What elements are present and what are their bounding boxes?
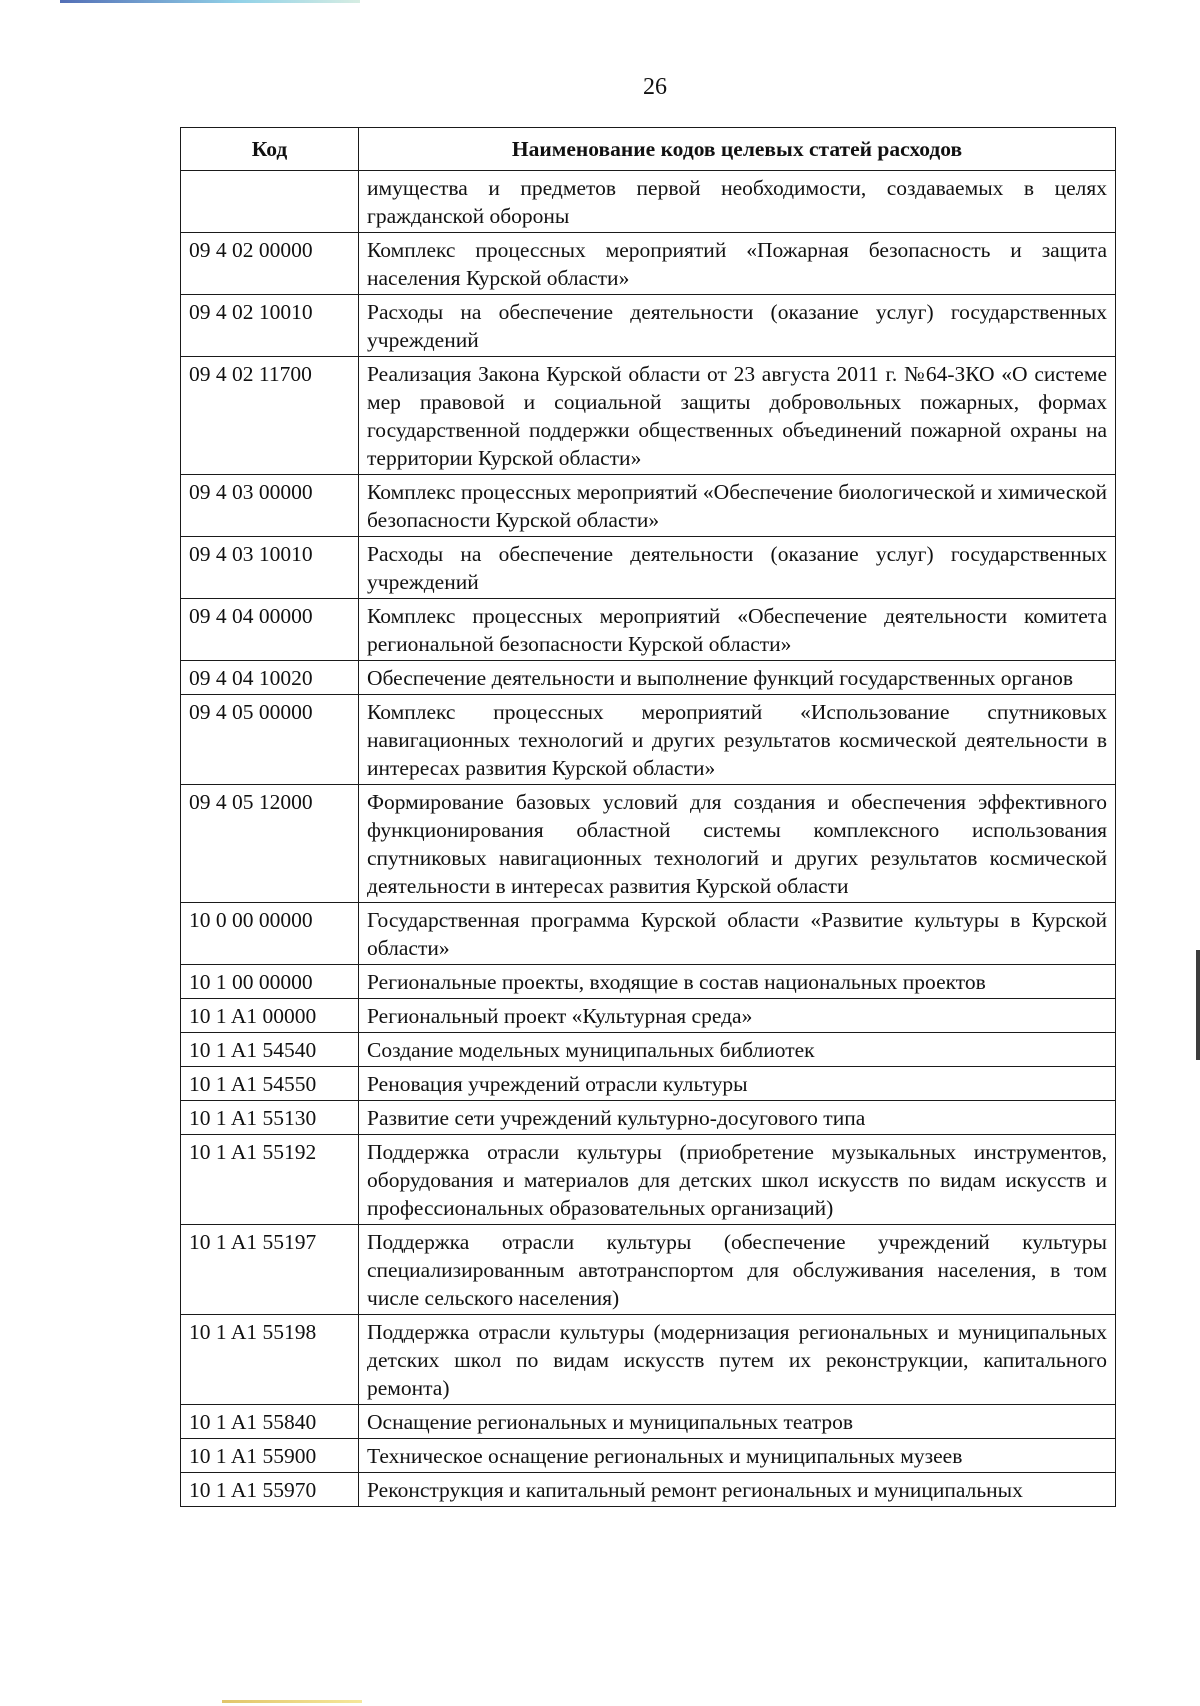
row-name: Комплекс процессных мероприятий «Пожарная безопасность и защита населения Курской области»: [359, 233, 1116, 295]
row-code: [181, 171, 359, 233]
table-row: [181, 1135, 1116, 1225]
row-name: Государственная программа Курской области «Развитие культуры в Курской области»: [359, 903, 1116, 965]
row-code: 10 1 A1 00000: [181, 999, 359, 1033]
table-row: [181, 1101, 1116, 1135]
row-name: Комплекс процессных мероприятий «Обеспечение деятельности комитета региональной безопасности Курской области»: [359, 599, 1116, 661]
row-name: Развитие сети учреждений культурно-досугового типа: [359, 1101, 1116, 1135]
table-row: [181, 1473, 1116, 1507]
row-name: Реконструкция и капитальный ремонт региональных и муниципальных: [359, 1473, 1116, 1507]
row-code: 10 1 A1 55192: [181, 1135, 359, 1225]
column-header-name: Наименование кодов целевых статей расходов: [359, 128, 1116, 171]
row-code: 10 1 00 00000: [181, 965, 359, 999]
row-name: Региональные проекты, входящие в состав национальных проектов: [359, 965, 1116, 999]
row-code: 09 4 05 00000: [181, 695, 359, 785]
row-code: 10 1 A1 55970: [181, 1473, 359, 1507]
table-row: [181, 171, 1116, 233]
expense-codes-table: [180, 127, 1116, 1507]
row-name: Реализация Закона Курской области от 23 августа 2011 г. №64-ЗКО «О системе мер правовой и социальной защиты добровольных пожарных, формах государственной поддержки общественных объединений пожарной охраны на территории Курской области»: [359, 357, 1116, 475]
row-name: Поддержка отрасли культуры (приобретение музыкальных инструментов, оборудования и материалов для детских школ искусств по видам искусств и профессиональных образовательных организаций): [359, 1135, 1116, 1225]
table-row: [181, 695, 1116, 785]
row-name: имущества и предметов первой необходимости, создаваемых в целях гражданской обороны: [359, 171, 1116, 233]
row-code: 09 4 02 00000: [181, 233, 359, 295]
table-row: [181, 661, 1116, 695]
row-code: 10 1 A1 55198: [181, 1315, 359, 1405]
table-row: [181, 999, 1116, 1033]
row-name: Комплекс процессных мероприятий «Использование спутниковых навигационных технологий и других результатов космической деятельности в интересах развития Курской области»: [359, 695, 1116, 785]
row-name: Создание модельных муниципальных библиотек: [359, 1033, 1116, 1067]
table-row: [181, 785, 1116, 903]
row-code: 09 4 03 10010: [181, 537, 359, 599]
row-name: Обеспечение деятельности и выполнение функций государственных органов: [359, 661, 1116, 695]
table-row: [181, 1315, 1116, 1405]
scan-edge-mark-top: [60, 0, 360, 3]
row-name: Формирование базовых условий для создания и обеспечения эффективного функционирования областной системы комплексного использования спутниковых навигационных технологий и других результатов космической деятельности в интересах развития Курской области: [359, 785, 1116, 903]
table-row: [181, 357, 1116, 475]
row-code: 09 4 04 10020: [181, 661, 359, 695]
column-header-code: Код: [181, 128, 359, 171]
row-name: Комплекс процессных мероприятий «Обеспечение биологической и химической безопасности Курской области»: [359, 475, 1116, 537]
table-row: [181, 475, 1116, 537]
table-header-row: [181, 128, 1116, 171]
table-row: [181, 1225, 1116, 1315]
row-name: Региональный проект «Культурная среда»: [359, 999, 1116, 1033]
row-code: 10 0 00 00000: [181, 903, 359, 965]
row-code: 10 1 A1 55130: [181, 1101, 359, 1135]
row-name: Поддержка отрасли культуры (обеспечение учреждений культуры специализированным автотранспортом для обслуживания населения, в том числе сельского населения): [359, 1225, 1116, 1315]
row-name: Расходы на обеспечение деятельности (оказание услуг) государственных учреждений: [359, 295, 1116, 357]
table-row: [181, 965, 1116, 999]
row-code: 10 1 A1 55900: [181, 1439, 359, 1473]
row-name: Реновация учреждений отрасли культуры: [359, 1067, 1116, 1101]
page-number: 26: [643, 74, 667, 100]
row-name: Оснащение региональных и муниципальных театров: [359, 1405, 1116, 1439]
row-code: 10 1 A1 54550: [181, 1067, 359, 1101]
table-row: [181, 1033, 1116, 1067]
row-code: 09 4 04 00000: [181, 599, 359, 661]
table-row: [181, 1439, 1116, 1473]
row-code: 09 4 03 00000: [181, 475, 359, 537]
table-row: [181, 537, 1116, 599]
row-code: 09 4 02 11700: [181, 357, 359, 475]
table-row: [181, 295, 1116, 357]
table-row: [181, 1067, 1116, 1101]
scan-edge-mark-right: [1196, 950, 1200, 1060]
row-name: Поддержка отрасли культуры (модернизация региональных и муниципальных детских школ по видам искусств путем их реконструкции, капитального ремонта): [359, 1315, 1116, 1405]
table-row: [181, 1405, 1116, 1439]
row-code: 09 4 05 12000: [181, 785, 359, 903]
table-body: [181, 171, 1116, 1507]
scan-edge-mark-bottom: [222, 1700, 362, 1703]
row-name: Техническое оснащение региональных и муниципальных музеев: [359, 1439, 1116, 1473]
table-row: [181, 233, 1116, 295]
row-code: 10 1 A1 55840: [181, 1405, 359, 1439]
row-code: 09 4 02 10010: [181, 295, 359, 357]
row-code: 10 1 A1 54540: [181, 1033, 359, 1067]
row-code: 10 1 A1 55197: [181, 1225, 359, 1315]
row-name: Расходы на обеспечение деятельности (оказание услуг) государственных учреждений: [359, 537, 1116, 599]
table-row: [181, 599, 1116, 661]
table-row: [181, 903, 1116, 965]
